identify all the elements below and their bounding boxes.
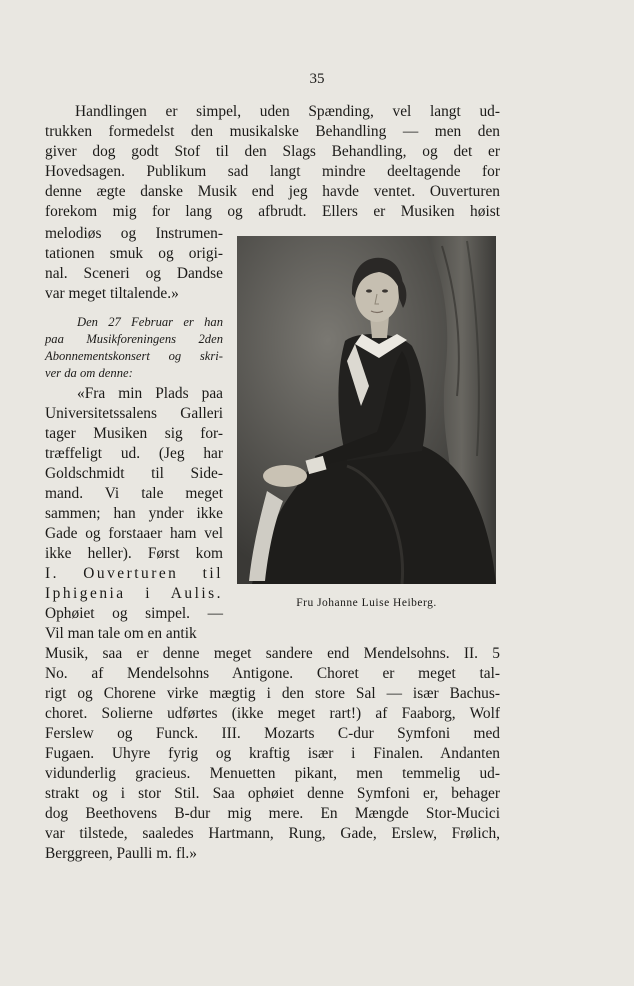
text-line: Ophøiet og simpel. — (45, 605, 223, 622)
text-line: denne ægte danske Musik end jeg havde ventet. Ouverturen (45, 183, 500, 200)
text-line: Musik, saa er denne meget sandere end Mendelsohns. II. 5 (45, 645, 500, 662)
italic-note-line: Den 27 Februar er han (77, 315, 223, 329)
text-line: vidunderlig gracieus. Menuetten pikant, men temmelig ud- (45, 765, 500, 782)
page-number: 35 (309, 71, 325, 87)
text-line: sammen; han ynder ikke (45, 505, 223, 522)
text-line: Hovedsagen. Publikum sad langt mindre deeltagende for (45, 163, 500, 180)
text-line: No. af Mendelsohns Antigone. Choret er meget tal- (45, 665, 500, 682)
text-line: Universitetssalens Galleri (45, 405, 223, 422)
text-line: Fugaen. Uhyre fyrig og kraftig især i Finalen. Andanten (45, 745, 500, 762)
text-line: tager Musiken sig for- (45, 425, 223, 442)
text-line: choret. Solierne udførtes (ikke meget rart!) af Faaborg, Wolf (45, 705, 500, 722)
text-line: ikke heller). Først kom (45, 545, 223, 562)
text-line: melodiøs og Instrumen- (45, 225, 223, 242)
portrait-image (237, 236, 496, 584)
text-line: nal. Sceneri og Dandse (45, 265, 223, 282)
text-line: var tilstede, saaledes Hartmann, Rung, Gade, Erslew, Frølich, (45, 825, 500, 842)
italic-note-line: paa Musikforeningens 2den (45, 332, 223, 346)
text-line: strakt og i stor Stil. Saa ophøiet denne Symfoni er, behager (45, 785, 500, 802)
portrait-illustration (237, 236, 496, 584)
italic-note-line: ver da om denne: (45, 366, 133, 380)
text-line: Berggreen, Paulli m. fl.» (45, 845, 197, 862)
text-line: «Fra min Plads paa (77, 385, 223, 402)
text-line: Iphigenia i Aulis. (45, 585, 223, 602)
text-line: dog Beethovens B-dur mig mere. En Mængde Stor-Mucici (45, 805, 500, 822)
text-line: giver dog godt Stof til den Slags Behandling, og det er (45, 143, 500, 160)
text-line: mand. Vi tale meget (45, 485, 223, 502)
text-line: forekom mig for lang og afbrudt. Ellers er Musiken høist (45, 203, 500, 220)
text-line: rigt og Chorene virke mægtig i den store Sal — især Bachus- (45, 685, 500, 702)
text-line: træffeligt ud. (Jeg har (45, 445, 223, 462)
text-line: var meget tiltalende.» (45, 285, 179, 302)
text-line: I. Ouverturen til (45, 565, 223, 582)
text-line: Vil man tale om en antik (45, 625, 197, 642)
portrait-caption: Fru Johanne Luise Heiberg. (296, 597, 437, 609)
text-line: trukken formedelst den musikalske Behandling — men den (45, 123, 500, 140)
text-line: Gade og forstaaer ham vel (45, 525, 223, 542)
text-line: Ferslew og Funck. III. Mozarts C-dur Symfoni med (45, 725, 500, 742)
italic-note-line: Abonnementskonsert og skri- (45, 349, 223, 363)
text-line: tationen smuk og origi- (45, 245, 223, 262)
text-line: Handlingen er simpel, uden Spænding, vel langt ud- (75, 103, 500, 120)
text-line: Goldschmidt til Side- (45, 465, 223, 482)
